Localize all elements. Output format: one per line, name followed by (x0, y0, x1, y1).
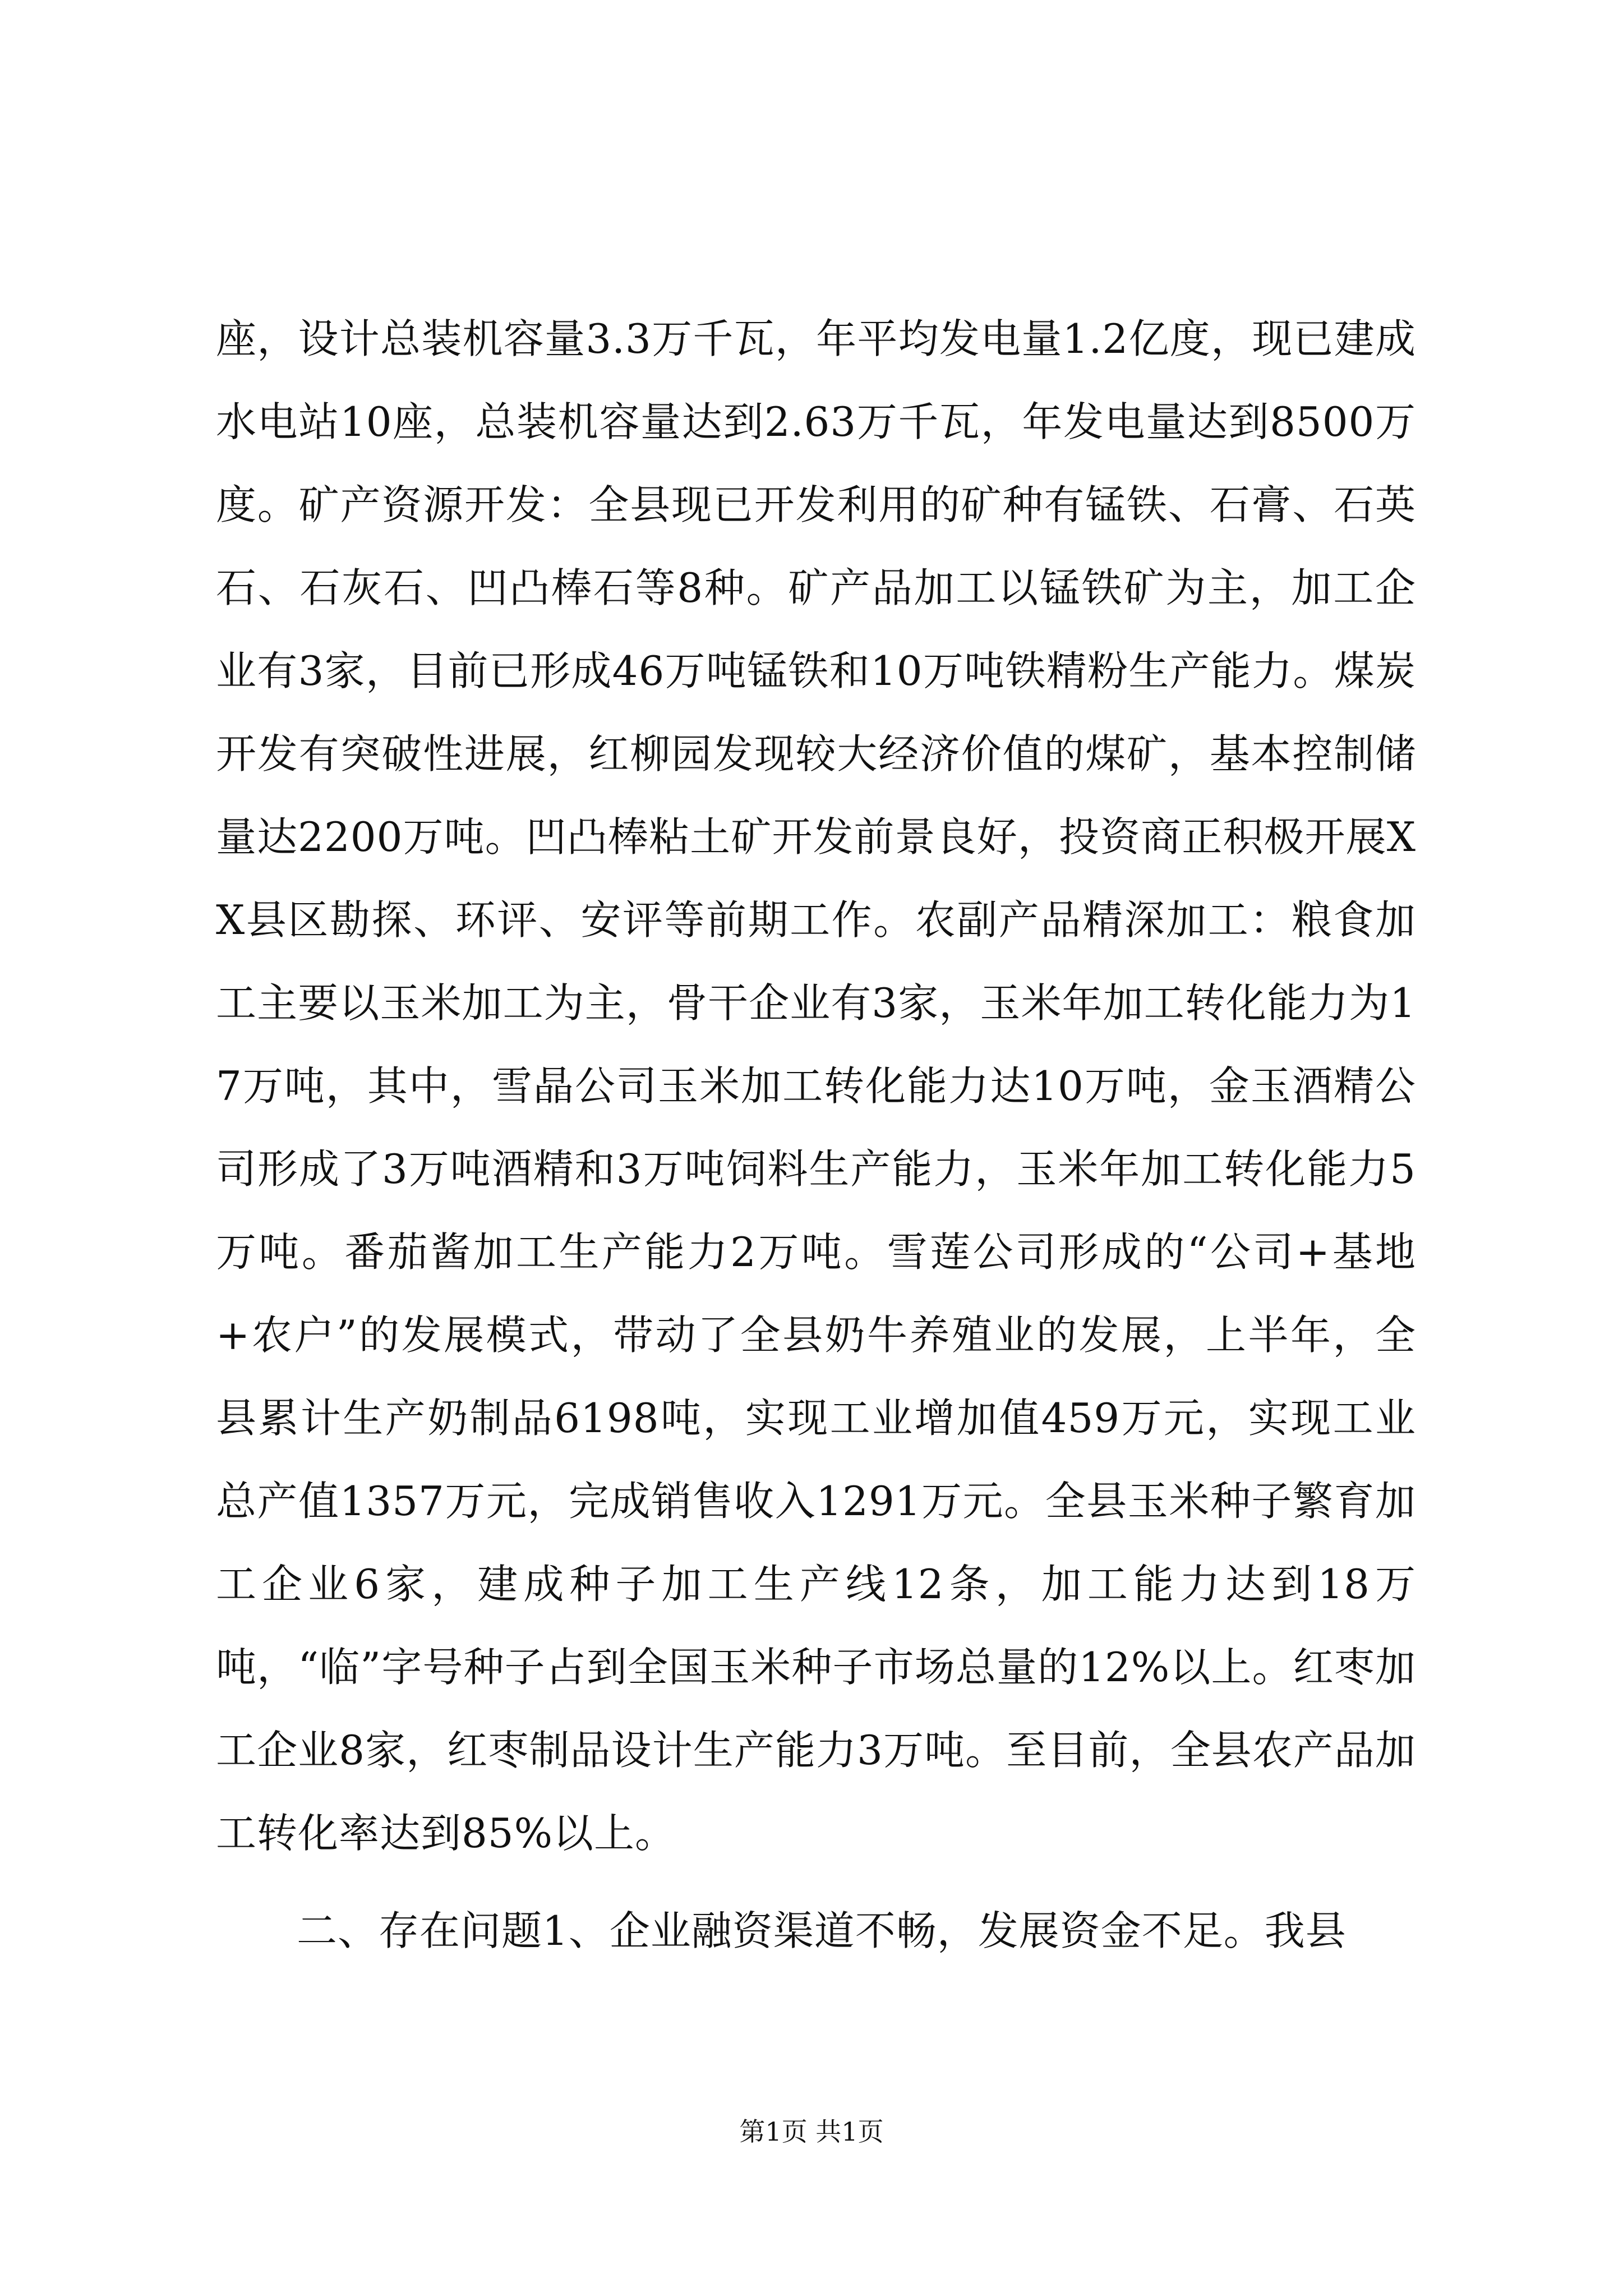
body-paragraph-2: 二、存在问题1、企业融资渠道不畅，发展资金不足。我县 (297, 1907, 1347, 1954)
document-body (216, 297, 1416, 1972)
body-paragraph-1: 座，设计总装机容量3.3万千瓦，年平均发电量1.2亿度，现已建成水电站10座，总装机容量达到2.63万千瓦，年发电量达到8500万度。矿产资源开发：全县现已开发利用的矿种有锰铁、石膏、石英石、石灰石、凹凸棒石等8种。矿产品加工以锰铁矿为主，加工企业有3家，目前已形成46万吨锰铁和10万吨铁精粉生产能力。煤炭开发有突破性进展，红柳园发现较大经济价值的煤矿，基本控制储量达2200万吨。凹凸棒粘土矿开发前景良好，投资商正积极开展XX县区勘探、环评、安评等前期工作。农副产品精深加工：粮食加工主要以玉米加工为主，骨干企业有3家，玉米年加工转化能力为17万吨，其中，雪晶公司玉米加工转化能力达10万吨，金玉酒精公司形成了3万吨酒精和3万吨饲料生产能力，玉米年加工转化能力5万吨。番茄酱加工生产能力2万吨。雪莲公司形成的“公司+基地+农户”的发展模式，带动了全县奶牛养殖业的发展，上半年，全县累计生产奶制品6198吨，实现工业增加值459万元，实现工业总产值1357万元，完成销售收入1291万元。全县玉米种子繁育加工企业6家，建成种子加工生产线12条，加工能力达到18万吨，“临”字号种子占到全国玉米种子市场总量的12%以上。红枣加工企业8家，红枣制品设计生产能力3万吨。至目前，全县农产品加工转化率达到85%以上。 (216, 315, 1416, 1857)
page-footer: 第1页 共1页 (739, 2116, 884, 2147)
